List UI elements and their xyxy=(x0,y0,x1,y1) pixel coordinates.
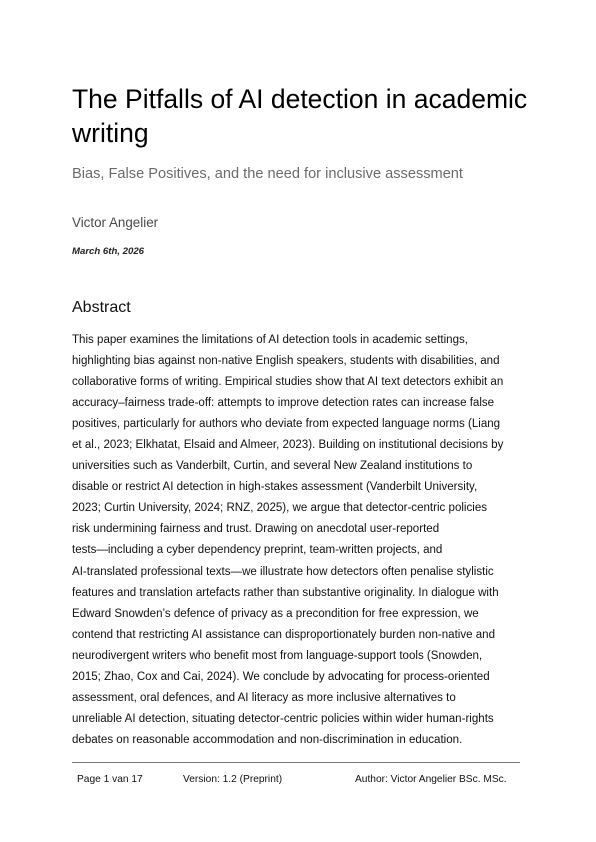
abstract-line: assessment, oral defences, and AI literacy as more inclusive alternatives to xyxy=(72,691,456,704)
footer-author: Author: Victor Angelier BSc. MSc. xyxy=(355,774,507,785)
paper-author: Victor Angelier xyxy=(72,215,159,230)
abstract-line: This paper examines the limitations of AI detection tools in academic settings, xyxy=(72,334,469,346)
abstract-line: 2023; Curtin University, 2024; RNZ, 2025), we argue that detector-centric policies xyxy=(72,502,488,515)
paper-title: The Pitfalls of AI detection in academic writing xyxy=(72,84,528,148)
abstract-line: risk undermining fairness and trust. Drawing on anecdotal user-reported xyxy=(72,523,440,536)
footer-version: Version: 1.2 (Preprint) xyxy=(183,774,283,785)
abstract-line: Edward Snowden’s defence of privacy as a precondition for free expression, we xyxy=(72,607,479,620)
abstract-line: accuracy–fairness trade-off: attempts to improve detection rates can increase false xyxy=(72,397,495,410)
abstract-line: tests—including a cyber dependency preprint, team-written projects, and xyxy=(72,544,443,557)
abstract-heading: Abstract xyxy=(72,299,131,316)
abstract-line: collaborative forms of writing. Empirical studies show that AI text detectors exhibit an xyxy=(72,376,504,389)
paper-subtitle: Bias, False Positives, and the need for inclusive assessment xyxy=(72,166,463,182)
abstract-line: highlighting bias against non-native English speakers, students with disabilities, and xyxy=(72,355,500,368)
abstract-line: AI-translated professional texts—we illustrate how detectors often penalise stylistic xyxy=(72,565,494,578)
abstract-line: features and translation artefacts rather than substantive originality. In dialogue with xyxy=(72,586,499,599)
abstract-line: positives, particularly for authors who deviate from expected language norms (Liang xyxy=(72,418,501,431)
abstract-line: disable or restrict AI detection in high-stakes assessment (Vanderbilt University, xyxy=(72,481,478,494)
abstract-line: universities such as Vanderbilt, Curtin, and several New Zealand institutions to xyxy=(72,460,473,473)
abstract-line: debates on reasonable accommodation and non-discrimination in education. xyxy=(72,733,463,746)
abstract-line: et al., 2023; Elkhatat, Elsaid and Almeer, 2023). Building on institutional decisions by xyxy=(72,439,504,452)
footer-page-number: Page 1 van 17 xyxy=(77,774,143,785)
abstract-line: neurodivergent writers who benefit most from language-support tools (Snowden, xyxy=(72,649,483,662)
footer-divider xyxy=(72,762,520,763)
abstract-line: contend that restricting AI assistance can disproportionately burden non-native and xyxy=(72,628,496,641)
abstract-body xyxy=(72,330,524,751)
paper-date: March 6th, 2026 xyxy=(72,246,144,257)
abstract-line: unreliable AI detection, situating detector-centric policies within wider human-rights xyxy=(72,712,494,725)
abstract-line: 2015; Zhao, Cox and Cai, 2024). We conclude by advocating for process-oriented xyxy=(72,670,490,683)
